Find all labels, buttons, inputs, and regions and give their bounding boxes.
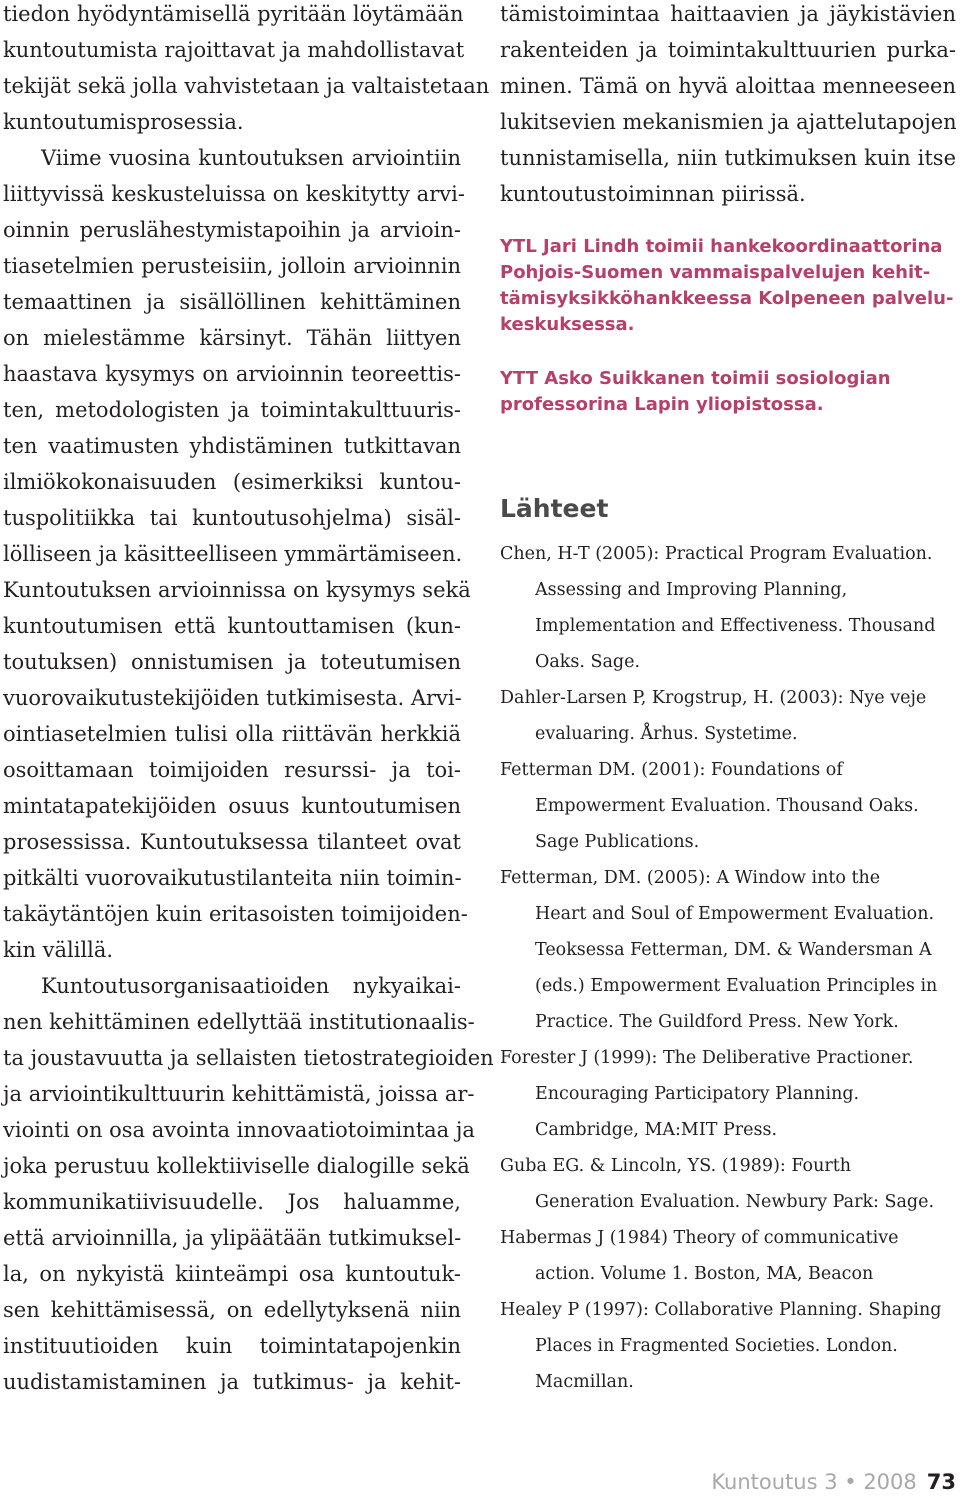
- text-line: kuntoutumisprosessia.: [3, 110, 244, 134]
- publication-label: Kuntoutus 3 • 2008: [711, 1470, 917, 1494]
- sources-heading: Lähteet: [500, 494, 609, 523]
- text-line: uudistamistaminen ja tutkimus- ja kehit-: [3, 1370, 461, 1394]
- reference-line: Empowerment Evaluation. Thousand Oaks.: [535, 796, 919, 816]
- reference-line: Macmillan.: [535, 1372, 634, 1392]
- text-line: la, on nykyistä kiinteämpi osa kuntoutuk-: [3, 1262, 461, 1286]
- reference-line: Oaks. Sage.: [535, 652, 641, 672]
- text-line: tiasetelmien perusteisiin, jolloin arvioinnin: [3, 254, 461, 278]
- reference-item: [500, 680, 956, 752]
- reference-line: Chen, H-T (2005): Practical Program Evaluation.: [500, 544, 933, 564]
- reference-item: [500, 1040, 956, 1148]
- text-line: sen kehittämisessä, on edellytyksenä niin: [3, 1298, 461, 1322]
- text-line: tekijät sekä jolla vahvistetaan ja valtaistetaan: [3, 74, 490, 98]
- reference-line: Places in Fragmented Societies. London.: [535, 1336, 898, 1356]
- page-number: 73: [926, 1470, 956, 1494]
- reference-line: Practice. The Guildford Press. New York.: [535, 1012, 899, 1032]
- reference-item: [500, 1220, 956, 1292]
- text-line: ten, metodologisten ja toimintakulttuuris-: [3, 398, 461, 422]
- text-line: kommunikatiivisuudelle. Jos haluamme,: [3, 1190, 461, 1214]
- text-line: ta joustavuutta ja sellaisten tietostrategioiden: [3, 1046, 494, 1070]
- reference-line: Cambridge, MA:MIT Press.: [535, 1120, 778, 1140]
- bio-line: YTL Jari Lindh toimii hankekoordinaattorina: [500, 236, 943, 257]
- text-line: Kuntoutuksen arvioinnissa on kysymys sekä: [3, 578, 471, 602]
- bio-line: professorina Lapin yliopistossa.: [500, 394, 824, 415]
- text-line: joka perustuu kollektiiviselle dialogille sekä: [3, 1154, 470, 1178]
- text-line: liittyvissä keskusteluissa on keskitytty arvi-: [3, 182, 465, 206]
- reference-line: Forester J (1999): The Deliberative Practioner.: [500, 1048, 914, 1068]
- text-line: tuspolitiikka tai kuntoutusohjelma) sisäl-: [3, 506, 461, 530]
- text-line: lukitsevien mekanismien ja ajattelutapojen: [500, 110, 957, 134]
- text-line: nen kehittäminen edellyttää institutionaalis-: [3, 1010, 475, 1034]
- text-line: toutuksen) onnistumisen ja toteutumisen: [3, 650, 461, 674]
- reference-line: (eds.) Empowerment Evaluation Principles in: [535, 976, 938, 996]
- text-line: mintatapatekijöiden osuus kuntoutumisen: [3, 794, 461, 818]
- reference-item: [500, 1148, 956, 1220]
- author-bio-lindh: [500, 234, 953, 338]
- right-column: [500, 0, 957, 1392]
- text-line: ja arviointikulttuurin kehittämistä, joissa ar-: [3, 1082, 475, 1106]
- text-line: viointi on osa avointa innovaatiotoimintaa ja: [3, 1118, 475, 1142]
- text-line: oinnin peruslähestymistapoihin ja arvioin-: [3, 218, 461, 242]
- bio-line: keskuksessa.: [500, 314, 635, 335]
- text-line: ten vaatimusten yhdistäminen tutkittavan: [3, 434, 461, 458]
- reference-line: Dahler-Larsen P, Krogstrup, H. (2003): Nye veje: [500, 688, 927, 708]
- left-column: [3, 0, 494, 1404]
- bio-line: Pohjois-Suomen vammaispalvelujen kehit-: [500, 262, 931, 283]
- text-line: tiedon hyödyntämisellä pyritään löytämään: [3, 2, 464, 26]
- reference-line: evaluaring. Århus. Systetime.: [535, 724, 798, 744]
- text-line: kuntoutumista rajoittavat ja mahdollistavat: [3, 38, 465, 62]
- reference-line: Fetterman, DM. (2005): A Window into the: [500, 868, 881, 888]
- bio-line: YTT Asko Suikkanen toimii sosiologian: [500, 368, 891, 389]
- text-line: lölliseen ja käsitteelliseen ymmärtämiseen.: [3, 542, 463, 566]
- text-line: tunnistamisella, niin tutkimuksen kuin itse: [500, 146, 956, 170]
- reference-line: Healey P (1997): Collaborative Planning. Shaping: [500, 1300, 942, 1320]
- reference-line: Implementation and Effectiveness. Thousand: [535, 616, 936, 636]
- page-footer: [711, 1470, 956, 1494]
- text-line: pitkälti vuorovaikutustilanteita niin toimin-: [3, 866, 462, 890]
- text-line: minen. Tämä on hyvä aloittaa menneeseen: [500, 74, 956, 98]
- text-line: tämistoimintaa haittaavien ja jäykistävien: [500, 2, 956, 26]
- text-line: ilmiökokonaisuuden (esimerkiksi kuntou-: [3, 470, 461, 494]
- text-line: instituutioiden kuin toimintatapojenkin: [3, 1334, 461, 1358]
- reference-line: Encouraging Participatory Planning.: [535, 1084, 860, 1104]
- text-line: osoittamaan toimijoiden resurssi- ja toi-: [3, 758, 461, 782]
- text-line: kuntoutumisen että kuntouttamisen (kun-: [3, 614, 461, 638]
- reference-line: action. Volume 1. Boston, MA, Beacon: [535, 1264, 874, 1284]
- reference-line: Teoksessa Fetterman, DM. & Wandersman A: [535, 940, 932, 960]
- text-line: takäytäntöjen kuin eritasoisten toimijoiden-: [3, 902, 468, 926]
- reference-item: [500, 536, 956, 680]
- reference-line: Fetterman DM. (2001): Foundations of: [500, 760, 843, 780]
- reference-item: [500, 1292, 956, 1400]
- reference-line: Sage Publications.: [535, 832, 700, 852]
- author-bio-suikkanen: [500, 366, 891, 418]
- reference-item: [500, 752, 956, 860]
- text-line: prosessissa. Kuntoutuksessa tilanteet ovat: [3, 830, 461, 854]
- reference-line: Habermas J (1984) Theory of communicative: [500, 1228, 899, 1248]
- text-line: kin välillä.: [3, 938, 114, 962]
- reference-line: Generation Evaluation. Newbury Park: Sage.: [535, 1192, 935, 1212]
- reference-line: Heart and Soul of Empowerment Evaluation.: [535, 904, 935, 924]
- reference-item: [500, 860, 956, 1040]
- text-line: rakenteiden ja toimintakulttuurien purka-: [500, 38, 956, 62]
- text-line: Viime vuosina kuntoutuksen arviointiin: [41, 146, 461, 170]
- text-line: Kuntoutusorganisaatioiden nykyaikai-: [41, 974, 461, 998]
- reference-list: [500, 536, 956, 1400]
- text-line: on mielestämme kärsinyt. Tähän liittyen: [3, 326, 461, 350]
- text-line: ointiasetelmien tulisi olla riittävän herkkiä: [3, 722, 461, 746]
- text-line: haastava kysymys on arvioinnin teoreettis-: [3, 362, 461, 386]
- text-line: että arvioinnilla, ja ylipäätään tutkimuksel-: [3, 1226, 462, 1250]
- bio-line: tämisyksikköhankkeessa Kolpeneen palvelu-: [500, 288, 954, 309]
- reference-line: Guba EG. & Lincoln, YS. (1989): Fourth: [500, 1156, 852, 1176]
- text-line: vuorovaikutustekijöiden tutkimisesta. Arvi-: [3, 686, 462, 710]
- reference-line: Assessing and Improving Planning,: [535, 580, 848, 600]
- text-line: temaattinen ja sisällöllinen kehittäminen: [3, 290, 461, 314]
- text-line: kuntoutustoiminnan piirissä.: [500, 182, 806, 206]
